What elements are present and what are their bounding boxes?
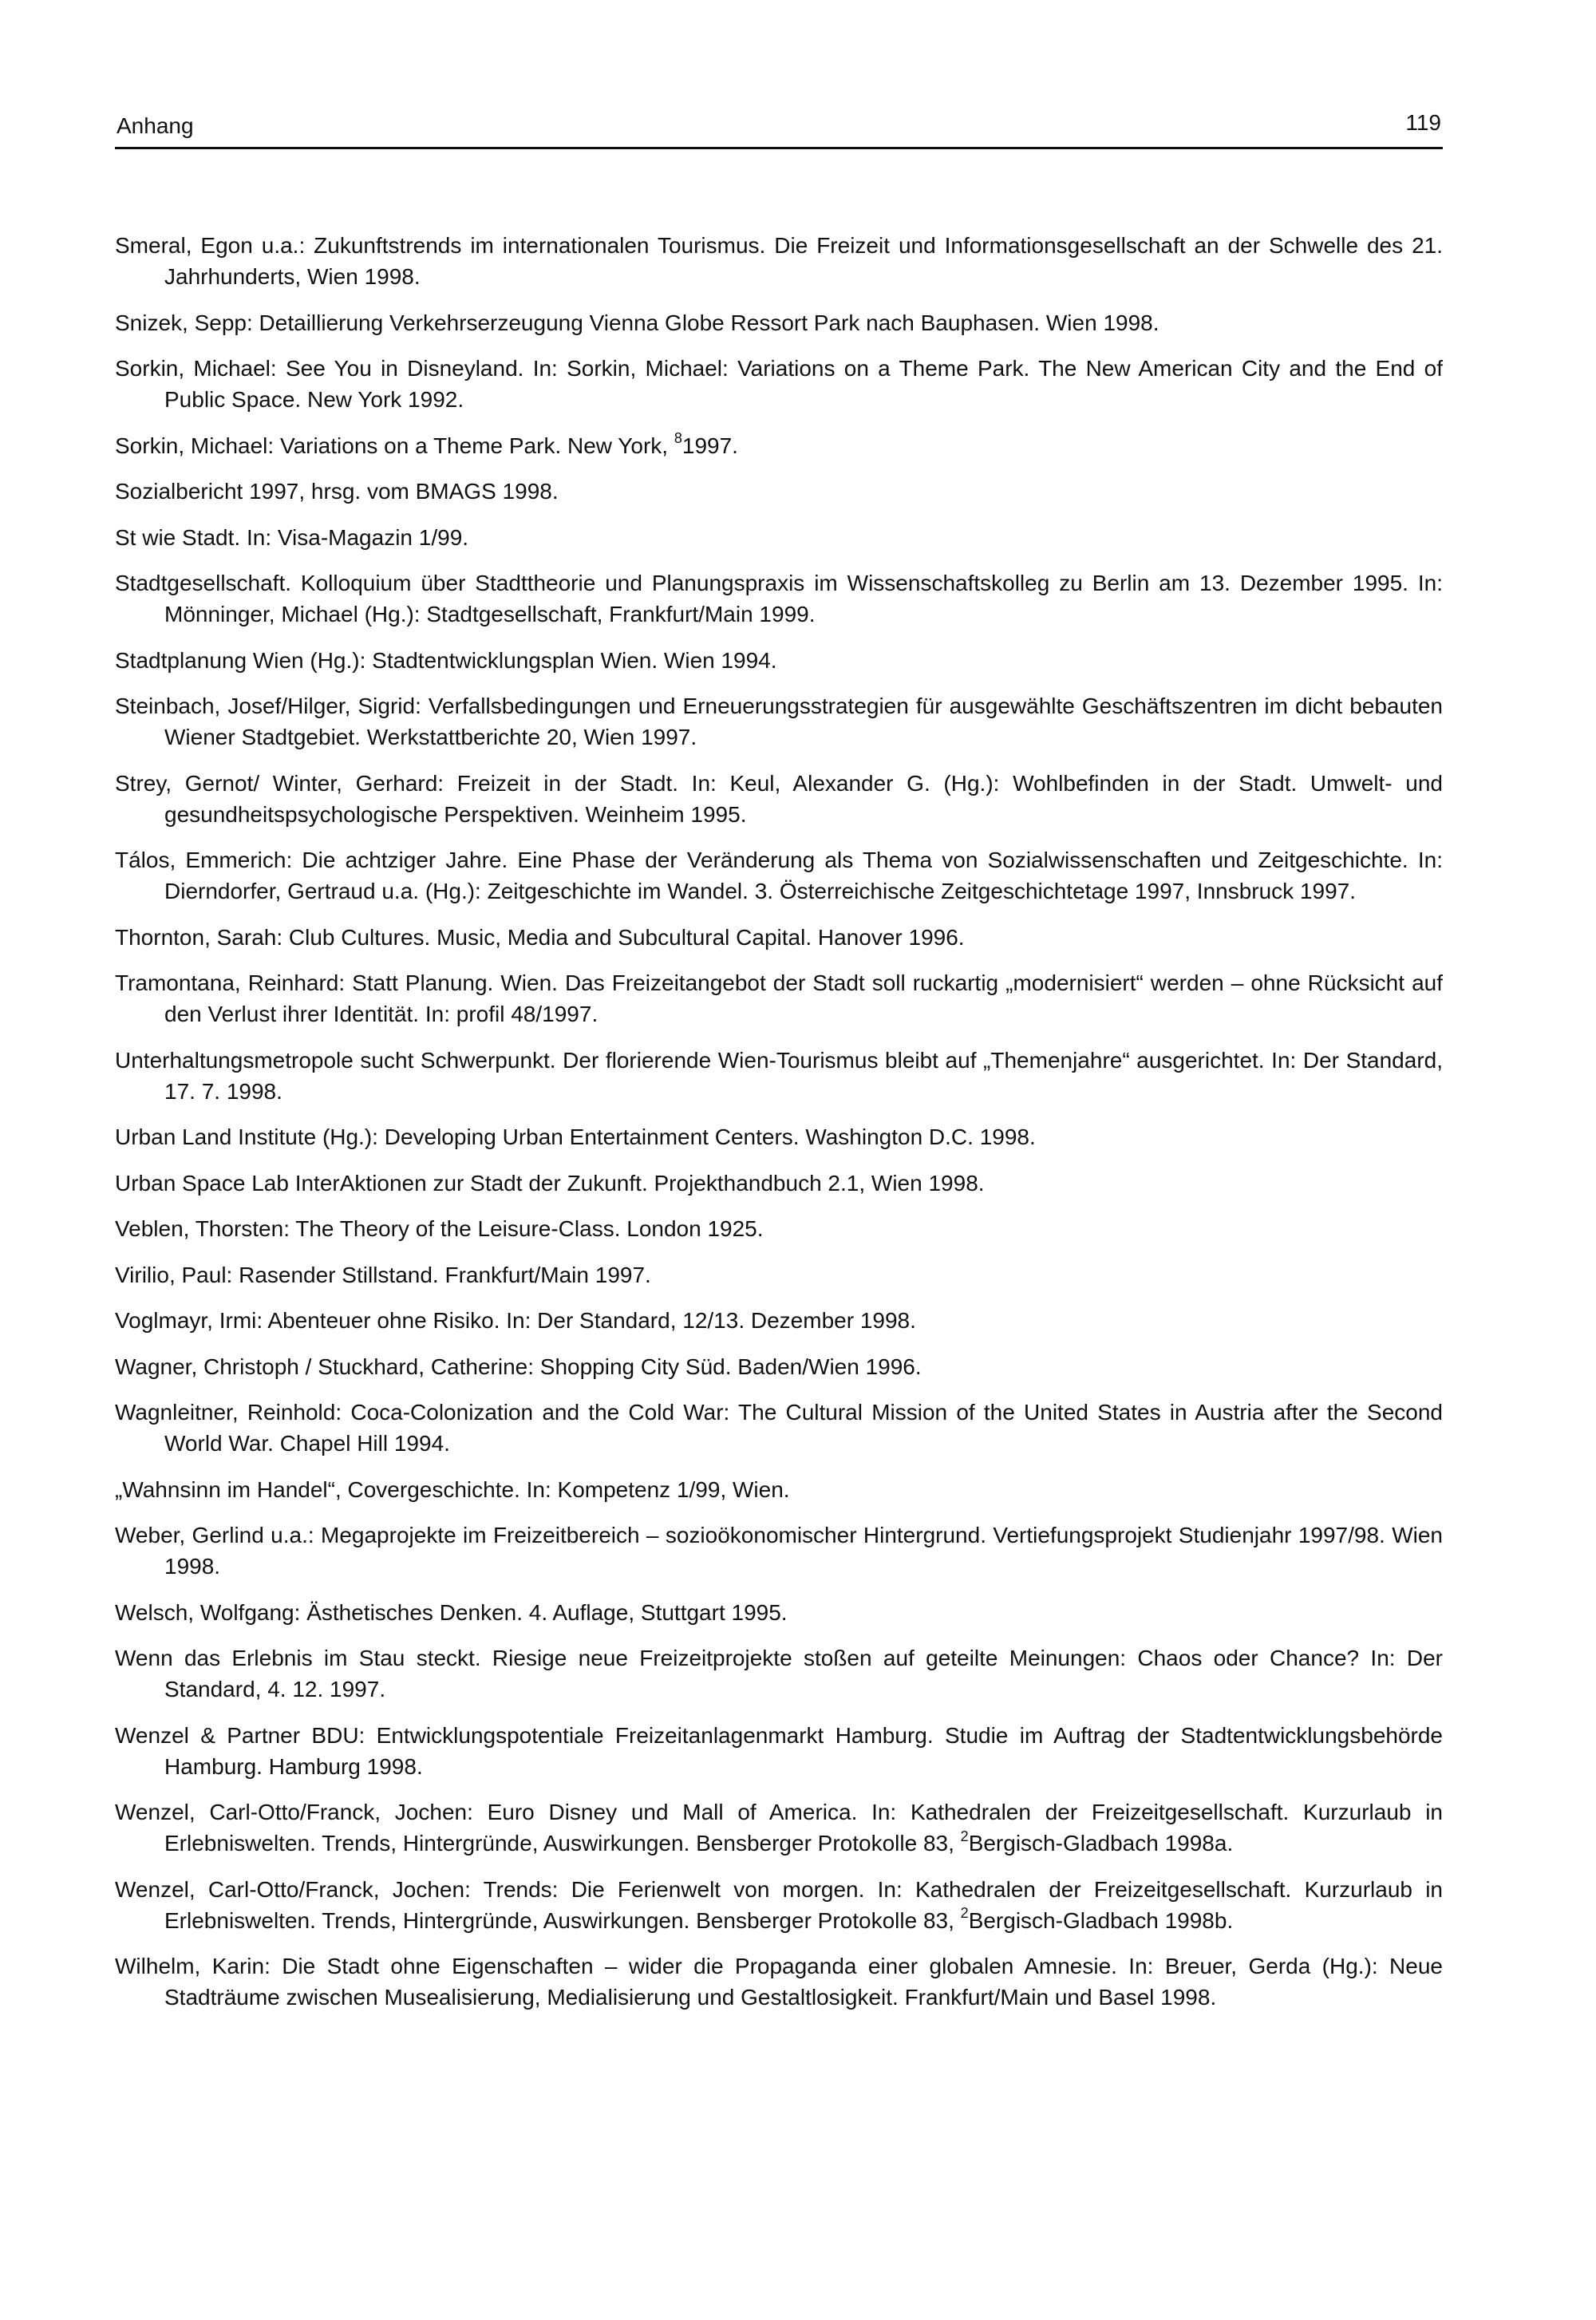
edition-superscript: 2: [960, 1828, 969, 1844]
bibliography-entry: St wie Stadt. In: Visa-Magazin 1/99.: [115, 524, 469, 550]
bibliography-entry: Urban Space Lab InterAktionen zur Stadt der Zukunft. Projekthandbuch 2.1, Wien 1998.: [115, 1170, 985, 1196]
edition-superscript: 8: [674, 430, 682, 447]
bibliography-entry: Tálos, Emmerich: Die achtziger Jahre. Eine Phase der Veränderung als Thema von Sozialwissenschaften und Zeitgeschichte. In: Dierndorfer, Gertraud u.a. (Hg.): Zeitgeschichte im Wandel. 3. Österreichische Zeitgeschichtetage 1997, Innsbruck 1997.: [115, 848, 1443, 903]
bibliography-entry: Wagner, Christoph / Stuckhard, Catherine: Shopping City Süd. Baden/Wien 1996.: [115, 1354, 922, 1379]
bibliography-entry: Strey, Gernot/ Winter, Gerhard: Freizeit in der Stadt. In: Keul, Alexander G. (Hg.): Wohlbefinden in der Stadt. Umwelt- und gesundheitspsychologische Perspektiven. Weinheim 1995.: [115, 770, 1443, 827]
bibliography-entry: Smeral, Egon u.a.: Zukunftstrends im internationalen Tourismus. Die Freizeit und Informationsgesellschaft an der Schwelle des 21. Jahrhunderts, Wien 1998.: [115, 233, 1443, 289]
bibliography-entry: Welsch, Wolfgang: Ästhetisches Denken. 4. Auflage, Stuttgart 1995.: [115, 1599, 788, 1625]
bibliography-entry: Thornton, Sarah: Club Cultures. Music, Media and Subcultural Capital. Hanover 1996.: [115, 924, 965, 950]
bibliography-entry: Urban Land Institute (Hg.): Developing Urban Entertainment Centers. Washington D.C. 1998.: [115, 1124, 1036, 1149]
bibliography-entry: Wilhelm, Karin: Die Stadt ohne Eigenschaften – wider die Propaganda einer globalen Amnesie. In: Breuer, Gerda (Hg.): Neue Stadträume zwischen Musealisierung, Medialisierung und Gestaltlosigkeit. Frankfurt/Main und Basel 1998.: [115, 1954, 1443, 2010]
bibliography-entry: Sorkin, Michael: Variations on a Theme Park. New York, $^8$1997.: [115, 430, 738, 458]
bibliography-entry: Stadtplanung Wien (Hg.): Stadtentwicklungsplan Wien. Wien 1994.: [115, 647, 777, 673]
bibliography-entry: Wagnleitner, Reinhold: Coca-Colonization and the Cold War: The Cultural Mission of the United States in Austria after the Second World War. Chapel Hill 1994.: [115, 1400, 1443, 1456]
bibliography-entry: Voglmayr, Irmi: Abenteuer ohne Risiko. In: Der Standard, 12/13. Dezember 1998.: [115, 1308, 916, 1333]
bibliography-entry: Unterhaltungsmetropole sucht Schwerpunkt. Der florierende Wien-Tourismus bleibt auf „Themenjahre“ ausgerichtet. In: Der Standard, 17. 7. 1998.: [115, 1047, 1443, 1104]
bibliography-entry: Weber, Gerlind u.a.: Megaprojekte im Freizeitbereich – sozioökonomischer Hintergrund. Vertiefungsprojekt Studienjahr 1997/98. Wien 1998.: [115, 1523, 1443, 1579]
edition-superscript: 2: [960, 1905, 969, 1922]
bibliography-list: [115, 230, 1443, 2028]
bibliography-entry: Wenn das Erlebnis im Stau steckt. Riesige neue Freizeitprojekte stoßen auf geteilte Meinungen: Chaos oder Chance? In: Der Standard, 4. 12. 1997.: [115, 1646, 1443, 1701]
section-title: Anhang: [117, 113, 194, 138]
bibliography-entry: Wenzel & Partner BDU: Entwicklungspotentiale Freizeitanlagenmarkt Hamburg. Studie im Auftrag der Stadtentwicklungsbehörde Hamburg. Hamburg 1998.: [115, 1722, 1443, 1779]
bibliography-entry: Veblen, Thorsten: The Theory of the Leisure-Class. London 1925.: [115, 1216, 764, 1241]
page-header: [115, 109, 1443, 149]
bibliography-entry: Sorkin, Michael: See You in Disneyland. In: Sorkin, Michael: Variations on a Theme Park. The New American City and the End of Public Space. New York 1992.: [115, 356, 1443, 412]
bibliography-entry: Sozialbericht 1997, hrsg. vom BMAGS 1998.: [115, 479, 559, 504]
page-number: 119: [1405, 110, 1441, 135]
bibliography-entry: Wenzel, Carl-Otto/Franck, Jochen: Euro Disney und Mall of America. In: Kathedralen der Freizeitgesellschaft. Kurzurlaub in Erlebniswelten. Trends, Hintergründe, Auswirkungen. Bensberger Protokolle 83, $^2$Bergisch-Gladbach 1998a.: [115, 1800, 1443, 1856]
bibliography-entry: Wenzel, Carl-Otto/Franck, Jochen: Trends: Die Ferienwelt von morgen. In: Kathedralen der Freizeitgesellschaft. Kurzurlaub in Erlebniswelten. Trends, Hintergründe, Auswirkungen. Bensberger Protokolle 83, $^2$Bergisch-Gladbach 1998b.: [115, 1876, 1443, 1933]
bibliography-entry: Stadtgesellschaft. Kolloquium über Stadttheorie und Planungspraxis im Wissenschaftskolleg zu Berlin am 13. Dezember 1995. In: Mönninger, Michael (Hg.): Stadtgesellschaft, Frankfurt/Main 1999.: [115, 571, 1443, 626]
bibliography-entry: Snizek, Sepp: Detaillierung Verkehrserzeugung Vienna Globe Ressort Park nach Bauphasen. Wien 1998.: [115, 310, 1159, 335]
bibliography-entry: Virilio, Paul: Rasender Stillstand. Frankfurt/Main 1997.: [115, 1262, 651, 1287]
bibliography-entry: Steinbach, Josef/Hilger, Sigrid: Verfallsbedingungen und Erneuerungsstrategien für ausgewählte Geschäftszentren im dicht bebauten Wiener Stadtgebiet. Werkstattberichte 20, Wien 1997.: [115, 694, 1443, 749]
bibliography-entry: „Wahnsinn im Handel“, Covergeschichte. In: Kompetenz 1/99, Wien.: [115, 1476, 790, 1502]
bibliography-entry: Tramontana, Reinhard: Statt Planung. Wien. Das Freizeitangebot der Stadt soll ruckartig „modernisiert“ werden – ohne Rücksicht auf den Verlust ihrer Identität. In: profil 48/1997.: [115, 970, 1443, 1026]
